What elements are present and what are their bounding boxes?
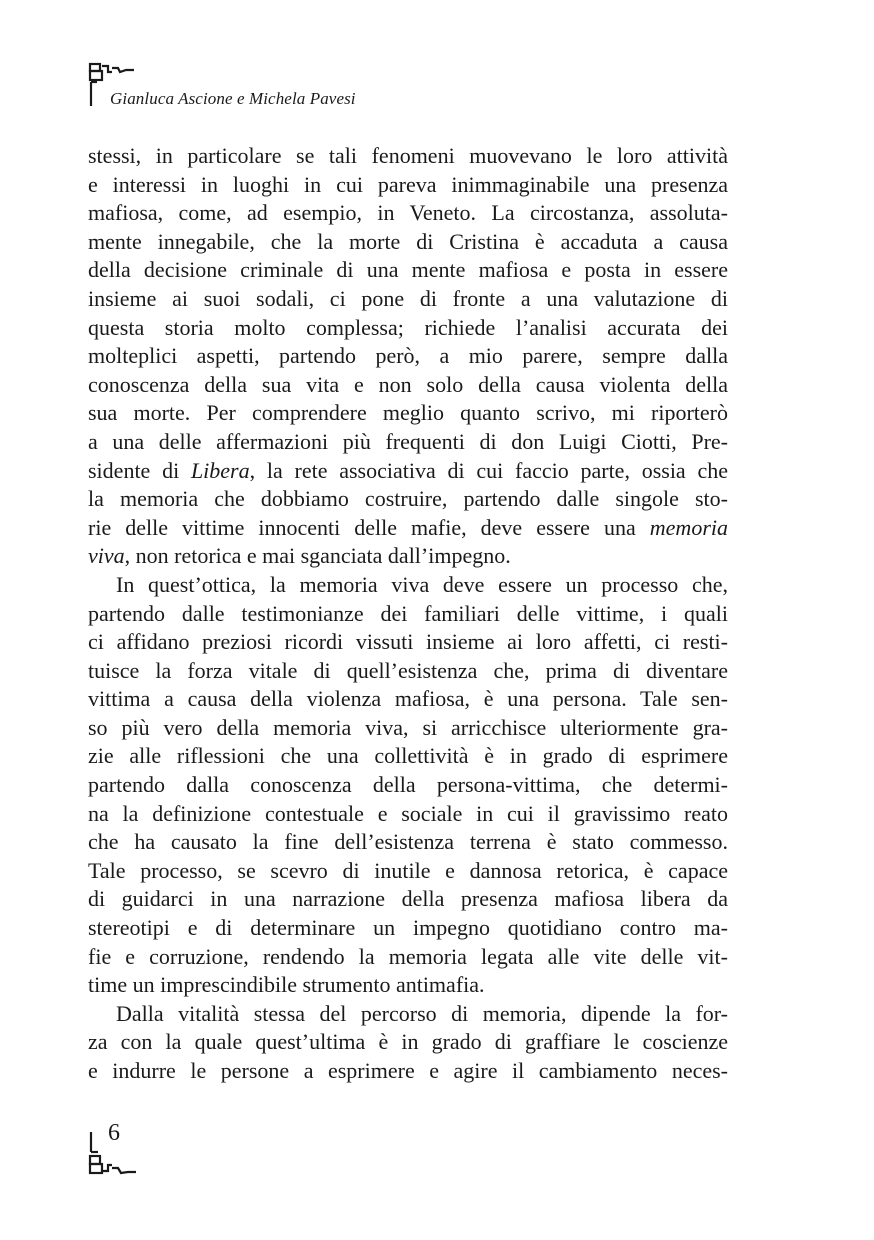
- text-line: In quest’ottica, la memoria viva deve essere un processo che,: [116, 571, 728, 597]
- text-line: so più vero della memoria viva, si arricchisce ulteriormente gra-: [88, 714, 728, 740]
- text-line: za con la quale quest’ultima è in grado di graffiare le coscienze: [88, 1029, 728, 1055]
- text-line: partendo dalla conoscenza della persona-vittima, che determi-: [88, 772, 728, 798]
- paragraph: [88, 1000, 728, 1086]
- body-text: [88, 142, 728, 1086]
- text-line: molteplici aspetti, partendo però, a mio parere, sempre dalla: [88, 343, 728, 369]
- text-line: stessi, in particolare se tali fenomeni muovevano le loro attività: [88, 143, 728, 168]
- paragraph: [88, 571, 728, 1000]
- text-line: stereotipi e di determinare un impegno quotidiano contro ma-: [88, 915, 728, 941]
- text-line: e indurre le persone a esprimere e agire il cambiamento neces-: [88, 1058, 728, 1083]
- text-line: rie delle vittime innocenti delle mafie, deve essere una memoria: [88, 514, 728, 540]
- text-line: di guidarci in una narrazione della presenza mafiosa libera da: [88, 886, 728, 912]
- text-line: Tale processo, se scevro di inutile e dannosa retorica, è capace: [88, 857, 728, 883]
- text-line: questa storia molto complessa; richiede l’analisi accurata dei: [88, 314, 728, 340]
- emphasis: viva: [88, 543, 125, 569]
- page-number: 6: [108, 1120, 120, 1146]
- text-line: la memoria che dobbiamo costruire, partendo dalle singole sto-: [88, 486, 728, 512]
- text-line: fie e corruzione, rendendo la memoria legata alle vite delle vit-: [88, 943, 728, 969]
- text-line: mente innegabile, che la morte di Cristina è accaduta a causa: [88, 228, 728, 254]
- text-line: e interessi in luoghi in cui pareva inimmaginabile una presenza: [88, 171, 728, 197]
- text-line: viva, non retorica e mai sganciata dall’impegno.: [88, 543, 511, 569]
- paragraph: [88, 142, 728, 571]
- text-line: tuisce la forza vitale di quell’esistenza che, prima di diventare: [88, 657, 728, 683]
- text-line: che ha causato la fine dell’esistenza terrena è stato commesso.: [88, 829, 728, 855]
- text-line: sidente di Libera, la rete associativa di cui faccio parte, ossia che: [88, 457, 728, 483]
- emphasis: memoria: [649, 514, 728, 540]
- text-line: insieme ai suoi sodali, ci pone di fronte a una valutazione di: [88, 285, 728, 311]
- text-line: sua morte. Per comprendere meglio quanto scrivo, mi riporterò: [88, 400, 728, 426]
- text-line: mafiosa, come, ad esempio, in Veneto. La circostanza, assoluta-: [88, 200, 728, 226]
- text-line: time un imprescindibile strumento antimafia.: [88, 972, 485, 998]
- text-line: conoscenza della sua vita e non solo della causa violenta della: [88, 371, 728, 397]
- text-line: ci affidano preziosi ricordi vissuti insieme ai loro affetti, ci resti-: [88, 629, 728, 655]
- text-line: Dalla vitalità stessa del percorso di memoria, dipende la for-: [116, 1000, 728, 1026]
- text-line: della decisione criminale di una mente mafiosa e posta in essere: [88, 257, 728, 283]
- text-line: na la definizione contestuale e sociale in cui il gravissimo reato: [88, 800, 728, 826]
- text-line: vittima a causa della violenza mafiosa, è una persona. Tale sen-: [88, 686, 728, 712]
- text-line: partendo dalle testimonianze dei familiari delle vittime, i quali: [88, 600, 728, 626]
- running-head: Gianluca Ascione e Michela Pavesi: [110, 89, 356, 108]
- text-line: a una delle affermazioni più frequenti di don Luigi Ciotti, Pre-: [88, 428, 728, 454]
- emphasis: Libera: [190, 457, 250, 483]
- text-line: zie alle riflessioni che una collettività è in grado di esprimere: [88, 743, 728, 769]
